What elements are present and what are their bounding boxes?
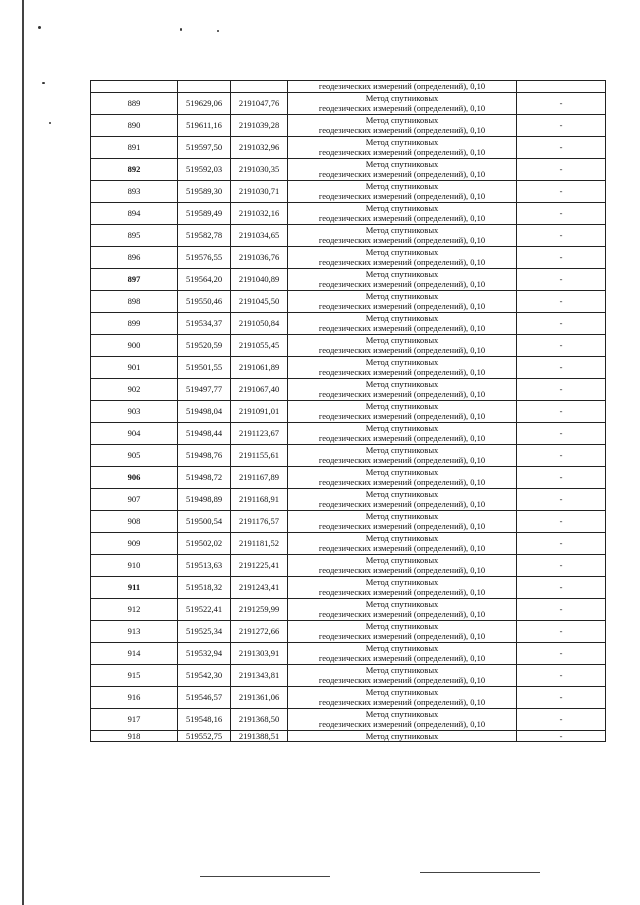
method-line-2: геодезических измерений (определений), 0,10: [318, 521, 486, 531]
table-row: [91, 136, 606, 158]
error-cell: -: [517, 598, 606, 620]
method-line-1: Метод спутниковых: [365, 422, 439, 433]
y-coordinate-cell: 2191045,50: [231, 290, 288, 312]
method-line-1: Метод спутниковых: [365, 180, 439, 191]
point-number-cell: 891: [91, 136, 178, 158]
x-coordinate-cell: 519501,55: [178, 356, 231, 378]
method-line-1: Метод спутниковых: [365, 466, 439, 477]
method-cell: [288, 224, 517, 246]
y-coordinate-cell: 2191055,45: [231, 334, 288, 356]
method-cell: [288, 686, 517, 708]
method-cell: [288, 92, 517, 114]
method-line-1: Метод спутниковых: [365, 664, 439, 675]
method-line-2: геодезических измерений (определений), 0,10: [318, 587, 486, 597]
y-coordinate-cell: 2191368,50: [231, 708, 288, 730]
error-cell: -: [517, 576, 606, 598]
x-coordinate-cell: 519522,41: [178, 598, 231, 620]
method-cell: [288, 444, 517, 466]
method-line-1: Метод спутниковых: [365, 202, 439, 213]
method-line-1: Метод спутниковых: [365, 642, 439, 653]
method-line-1: Метод спутниковых: [365, 444, 439, 455]
signature-line: [420, 872, 540, 873]
point-number-cell: 902: [91, 378, 178, 400]
method-line-1: Метод спутниковых: [365, 290, 439, 301]
y-coordinate-cell: 2191155,61: [231, 444, 288, 466]
error-cell: -: [517, 488, 606, 510]
x-coordinate-cell: 519518,32: [178, 576, 231, 598]
method-line-1: Метод спутниковых: [365, 136, 439, 147]
method-cell: [288, 422, 517, 444]
error-cell: -: [517, 730, 606, 742]
method-cell: [288, 268, 517, 290]
y-coordinate-cell: 2191176,57: [231, 510, 288, 532]
error-cell: -: [517, 92, 606, 114]
method-cell: [288, 290, 517, 312]
method-line-2: геодезических измерений (определений), 0,10: [318, 499, 486, 509]
method-cell: геодезических измерений (определений), 0,10: [288, 81, 517, 93]
page-binding-edge: [22, 0, 24, 905]
point-number-cell: 903: [91, 400, 178, 422]
point-number-cell: 895: [91, 224, 178, 246]
error-cell: -: [517, 686, 606, 708]
x-coordinate-cell: 519552,75: [178, 730, 231, 742]
y-coordinate-cell: 2191050,84: [231, 312, 288, 334]
x-coordinate-cell: 519498,76: [178, 444, 231, 466]
method-line-2: геодезических измерений (определений), 0,10: [318, 697, 486, 707]
point-number-cell: 914: [91, 642, 178, 664]
error-cell: -: [517, 444, 606, 466]
table-row: [91, 180, 606, 202]
method-cell: Метод спутниковых: [288, 730, 517, 742]
y-coordinate-cell: 2191181,52: [231, 532, 288, 554]
y-coordinate-cell: 2191167,89: [231, 466, 288, 488]
point-number-cell: 899: [91, 312, 178, 334]
method-line-2: геодезических измерений (определений), 0,10: [318, 631, 486, 641]
method-cell: [288, 664, 517, 686]
point-number-cell: 908: [91, 510, 178, 532]
method-line-2: геодезических измерений (определений), 0,10: [318, 719, 486, 729]
point-number-cell: 905: [91, 444, 178, 466]
y-coordinate-cell: 2191030,35: [231, 158, 288, 180]
method-line-1: Метод спутниковых: [365, 576, 439, 587]
y-coordinate-cell: 2191036,76: [231, 246, 288, 268]
method-line-1: Метод спутниковых: [365, 334, 439, 345]
method-line-2: геодезических измерений (определений), 0,10: [318, 213, 486, 223]
y-coordinate-cell: 2191034,65: [231, 224, 288, 246]
method-line-1: Метод спутниковых: [365, 158, 439, 169]
method-cell: [288, 466, 517, 488]
point-number-cell: 916: [91, 686, 178, 708]
table-row: [91, 312, 606, 334]
point-number-cell: 898: [91, 290, 178, 312]
method-cell: [288, 598, 517, 620]
y-coordinate-cell: 2191272,66: [231, 620, 288, 642]
method-cell: [288, 510, 517, 532]
x-coordinate-cell: 519520,59: [178, 334, 231, 356]
method-line-2: геодезических измерений (определений), 0,10: [318, 675, 486, 685]
y-coordinate-cell: 2191091,01: [231, 400, 288, 422]
method-line-1: Метод спутниковых: [365, 620, 439, 631]
error-cell: -: [517, 246, 606, 268]
y-coordinate-cell: 2191303,91: [231, 642, 288, 664]
method-line-1: Метод спутниковых: [365, 554, 439, 565]
x-coordinate-cell: 519592,03: [178, 158, 231, 180]
table-row: [91, 114, 606, 136]
method-cell: [288, 554, 517, 576]
method-cell: [288, 356, 517, 378]
y-coordinate-cell: 2191040,89: [231, 268, 288, 290]
y-coordinate-cell: 2191030,71: [231, 180, 288, 202]
y-coordinate-cell: 2191061,89: [231, 356, 288, 378]
table-row: [91, 554, 606, 576]
x-coordinate-cell: 519582,78: [178, 224, 231, 246]
y-coordinate-cell: 2191032,96: [231, 136, 288, 158]
method-line-2: геодезических измерений (определений), 0,10: [318, 543, 486, 553]
table-row: [91, 246, 606, 268]
method-cell: [288, 488, 517, 510]
method-line-1: Метод спутниковых: [365, 268, 439, 279]
x-coordinate-cell: 519513,63: [178, 554, 231, 576]
x-coordinate-cell: 519546,57: [178, 686, 231, 708]
x-coordinate-cell: 519525,34: [178, 620, 231, 642]
method-cell: [288, 576, 517, 598]
y-coordinate-cell: 2191047,76: [231, 92, 288, 114]
scan-speck: [180, 28, 182, 31]
point-number-cell: 892: [91, 158, 178, 180]
y-coordinate-cell: 2191123,67: [231, 422, 288, 444]
error-cell: -: [517, 664, 606, 686]
x-coordinate-cell: 519576,55: [178, 246, 231, 268]
method-cell: [288, 400, 517, 422]
error-cell: -: [517, 708, 606, 730]
point-number-cell: [91, 81, 178, 93]
method-line-2: геодезических измерений (определений), 0,10: [318, 235, 486, 245]
method-line-1: Метод спутниковых: [365, 488, 439, 499]
table-row: [91, 466, 606, 488]
method-cell: [288, 532, 517, 554]
error-cell: -: [517, 180, 606, 202]
error-cell: -: [517, 554, 606, 576]
method-line-1: Метод спутниковых: [365, 114, 439, 125]
point-number-cell: 907: [91, 488, 178, 510]
table-row: [91, 708, 606, 730]
method-line-2: геодезических измерений (определений), 0,10: [318, 301, 486, 311]
table-row: [91, 532, 606, 554]
method-cell: [288, 642, 517, 664]
error-cell: -: [517, 532, 606, 554]
method-line-2: геодезических измерений (определений), 0,10: [318, 323, 486, 333]
x-coordinate-cell: 519500,54: [178, 510, 231, 532]
error-cell: [517, 81, 606, 93]
y-coordinate-cell: 2191388,51: [231, 730, 288, 742]
x-coordinate-cell: 519597,50: [178, 136, 231, 158]
method-cell: [288, 620, 517, 642]
method-cell: [288, 334, 517, 356]
point-number-cell: 906: [91, 466, 178, 488]
point-number-cell: 894: [91, 202, 178, 224]
method-cell: [288, 708, 517, 730]
method-line-2: геодезических измерений (определений), 0,10: [318, 169, 486, 179]
method-line-2: геодезических измерений (определений), 0,10: [318, 147, 486, 157]
x-coordinate-cell: 519498,89: [178, 488, 231, 510]
table-row: [91, 81, 606, 93]
error-cell: -: [517, 312, 606, 334]
x-coordinate-cell: 519589,30: [178, 180, 231, 202]
table-row: [91, 664, 606, 686]
table-row: [91, 334, 606, 356]
method-line-1: Метод спутниковых: [365, 598, 439, 609]
point-number-cell: 915: [91, 664, 178, 686]
table-row: [91, 598, 606, 620]
method-cell: [288, 202, 517, 224]
method-line-1: Метод спутниковых: [365, 312, 439, 323]
point-number-cell: 890: [91, 114, 178, 136]
table-row: [91, 488, 606, 510]
method-line-2: геодезических измерений (определений), 0,10: [318, 367, 486, 377]
method-line-2: геодезических измерений (определений), 0,10: [318, 257, 486, 267]
error-cell: -: [517, 356, 606, 378]
x-coordinate-cell: [178, 81, 231, 93]
method-cell: [288, 246, 517, 268]
table-row: [91, 576, 606, 598]
method-line-1: Метод спутниковых: [365, 708, 439, 719]
table-row: [91, 268, 606, 290]
point-number-cell: 913: [91, 620, 178, 642]
x-coordinate-cell: 519548,16: [178, 708, 231, 730]
method-line-2: геодезических измерений (определений), 0,10: [318, 609, 486, 619]
method-line-1: Метод спутниковых: [365, 400, 439, 411]
y-coordinate-cell: 2191243,41: [231, 576, 288, 598]
error-cell: -: [517, 400, 606, 422]
scan-speck: [49, 122, 51, 124]
error-cell: -: [517, 378, 606, 400]
x-coordinate-cell: 519502,02: [178, 532, 231, 554]
signature-line: [200, 876, 330, 877]
method-line-2: геодезических измерений (определений), 0,10: [318, 455, 486, 465]
method-cell: [288, 158, 517, 180]
table-row: [91, 400, 606, 422]
method-line-1: Метод спутниковых: [365, 92, 439, 103]
x-coordinate-cell: 519629,06: [178, 92, 231, 114]
error-cell: -: [517, 466, 606, 488]
point-number-cell: 912: [91, 598, 178, 620]
table-row: [91, 224, 606, 246]
method-line-2: геодезических измерений (определений), 0,10: [318, 279, 486, 289]
method-line-1: Метод спутниковых: [365, 532, 439, 543]
table-row: [91, 356, 606, 378]
table-row: [91, 378, 606, 400]
table-row: [91, 510, 606, 532]
scan-speck: [38, 26, 41, 29]
table-row: [91, 686, 606, 708]
method-line-2: геодезических измерений (определений), 0,10: [318, 125, 486, 135]
table-row: [91, 290, 606, 312]
method-line-1: Метод спутниковых: [365, 686, 439, 697]
point-number-cell: 889: [91, 92, 178, 114]
table-row: [91, 444, 606, 466]
point-number-cell: 897: [91, 268, 178, 290]
table-row: [91, 642, 606, 664]
x-coordinate-cell: 519497,77: [178, 378, 231, 400]
error-cell: -: [517, 620, 606, 642]
point-number-cell: 911: [91, 576, 178, 598]
point-number-cell: 896: [91, 246, 178, 268]
error-cell: -: [517, 334, 606, 356]
method-line-1: Метод спутниковых: [365, 246, 439, 257]
table-row: [91, 158, 606, 180]
method-cell: [288, 378, 517, 400]
y-coordinate-cell: 2191361,06: [231, 686, 288, 708]
point-number-cell: 893: [91, 180, 178, 202]
point-number-cell: 910: [91, 554, 178, 576]
y-coordinate-cell: 2191168,91: [231, 488, 288, 510]
coordinates-table: [90, 80, 606, 742]
table-row: [91, 422, 606, 444]
point-number-cell: 901: [91, 356, 178, 378]
method-line-2: геодезических измерений (определений), 0,10: [318, 653, 486, 663]
scan-speck: [217, 30, 219, 32]
y-coordinate-cell: 2191259,99: [231, 598, 288, 620]
error-cell: -: [517, 114, 606, 136]
x-coordinate-cell: 519498,04: [178, 400, 231, 422]
method-line-2: геодезических измерений (определений), 0,10: [318, 433, 486, 443]
x-coordinate-cell: 519498,72: [178, 466, 231, 488]
method-line-2: геодезических измерений (определений), 0,10: [318, 345, 486, 355]
x-coordinate-cell: 519532,94: [178, 642, 231, 664]
method-line-2: геодезических измерений (определений), 0,10: [318, 103, 486, 113]
x-coordinate-cell: 519498,44: [178, 422, 231, 444]
method-line-1: Метод спутниковых: [365, 510, 439, 521]
method-line-2: геодезических измерений (определений), 0,10: [318, 411, 486, 421]
scan-speck: [42, 82, 45, 84]
error-cell: -: [517, 136, 606, 158]
y-coordinate-cell: 2191225,41: [231, 554, 288, 576]
point-number-cell: 917: [91, 708, 178, 730]
y-coordinate-cell: 2191039,28: [231, 114, 288, 136]
point-number-cell: 918: [91, 730, 178, 742]
table-row: [91, 620, 606, 642]
point-number-cell: 909: [91, 532, 178, 554]
x-coordinate-cell: 519589,49: [178, 202, 231, 224]
method-cell: [288, 312, 517, 334]
error-cell: -: [517, 642, 606, 664]
x-coordinate-cell: 519534,37: [178, 312, 231, 334]
coordinates-table-body: [91, 81, 606, 742]
point-number-cell: 900: [91, 334, 178, 356]
method-cell: [288, 114, 517, 136]
method-line-2: геодезических измерений (определений), 0,10: [318, 191, 486, 201]
method-cell: [288, 136, 517, 158]
method-line-2: геодезических измерений (определений), 0,10: [318, 477, 486, 487]
error-cell: -: [517, 290, 606, 312]
method-cell: [288, 180, 517, 202]
method-line-1: Метод спутниковых: [365, 378, 439, 389]
method-line-1: Метод спутниковых: [365, 356, 439, 367]
y-coordinate-cell: 2191343,81: [231, 664, 288, 686]
x-coordinate-cell: 519564,20: [178, 268, 231, 290]
error-cell: -: [517, 158, 606, 180]
x-coordinate-cell: 519611,16: [178, 114, 231, 136]
error-cell: -: [517, 202, 606, 224]
error-cell: -: [517, 510, 606, 532]
x-coordinate-cell: 519542,30: [178, 664, 231, 686]
point-number-cell: 904: [91, 422, 178, 444]
method-line-1: Метод спутниковых: [365, 224, 439, 235]
y-coordinate-cell: 2191032,16: [231, 202, 288, 224]
error-cell: -: [517, 422, 606, 444]
x-coordinate-cell: 519550,46: [178, 290, 231, 312]
y-coordinate-cell: [231, 81, 288, 93]
method-line-2: геодезических измерений (определений), 0,10: [318, 565, 486, 575]
y-coordinate-cell: 2191067,40: [231, 378, 288, 400]
method-line-2: геодезических измерений (определений), 0,10: [318, 389, 486, 399]
error-cell: -: [517, 268, 606, 290]
table-row: [91, 92, 606, 114]
error-cell: -: [517, 224, 606, 246]
table-row: [91, 730, 606, 742]
table-row: [91, 202, 606, 224]
